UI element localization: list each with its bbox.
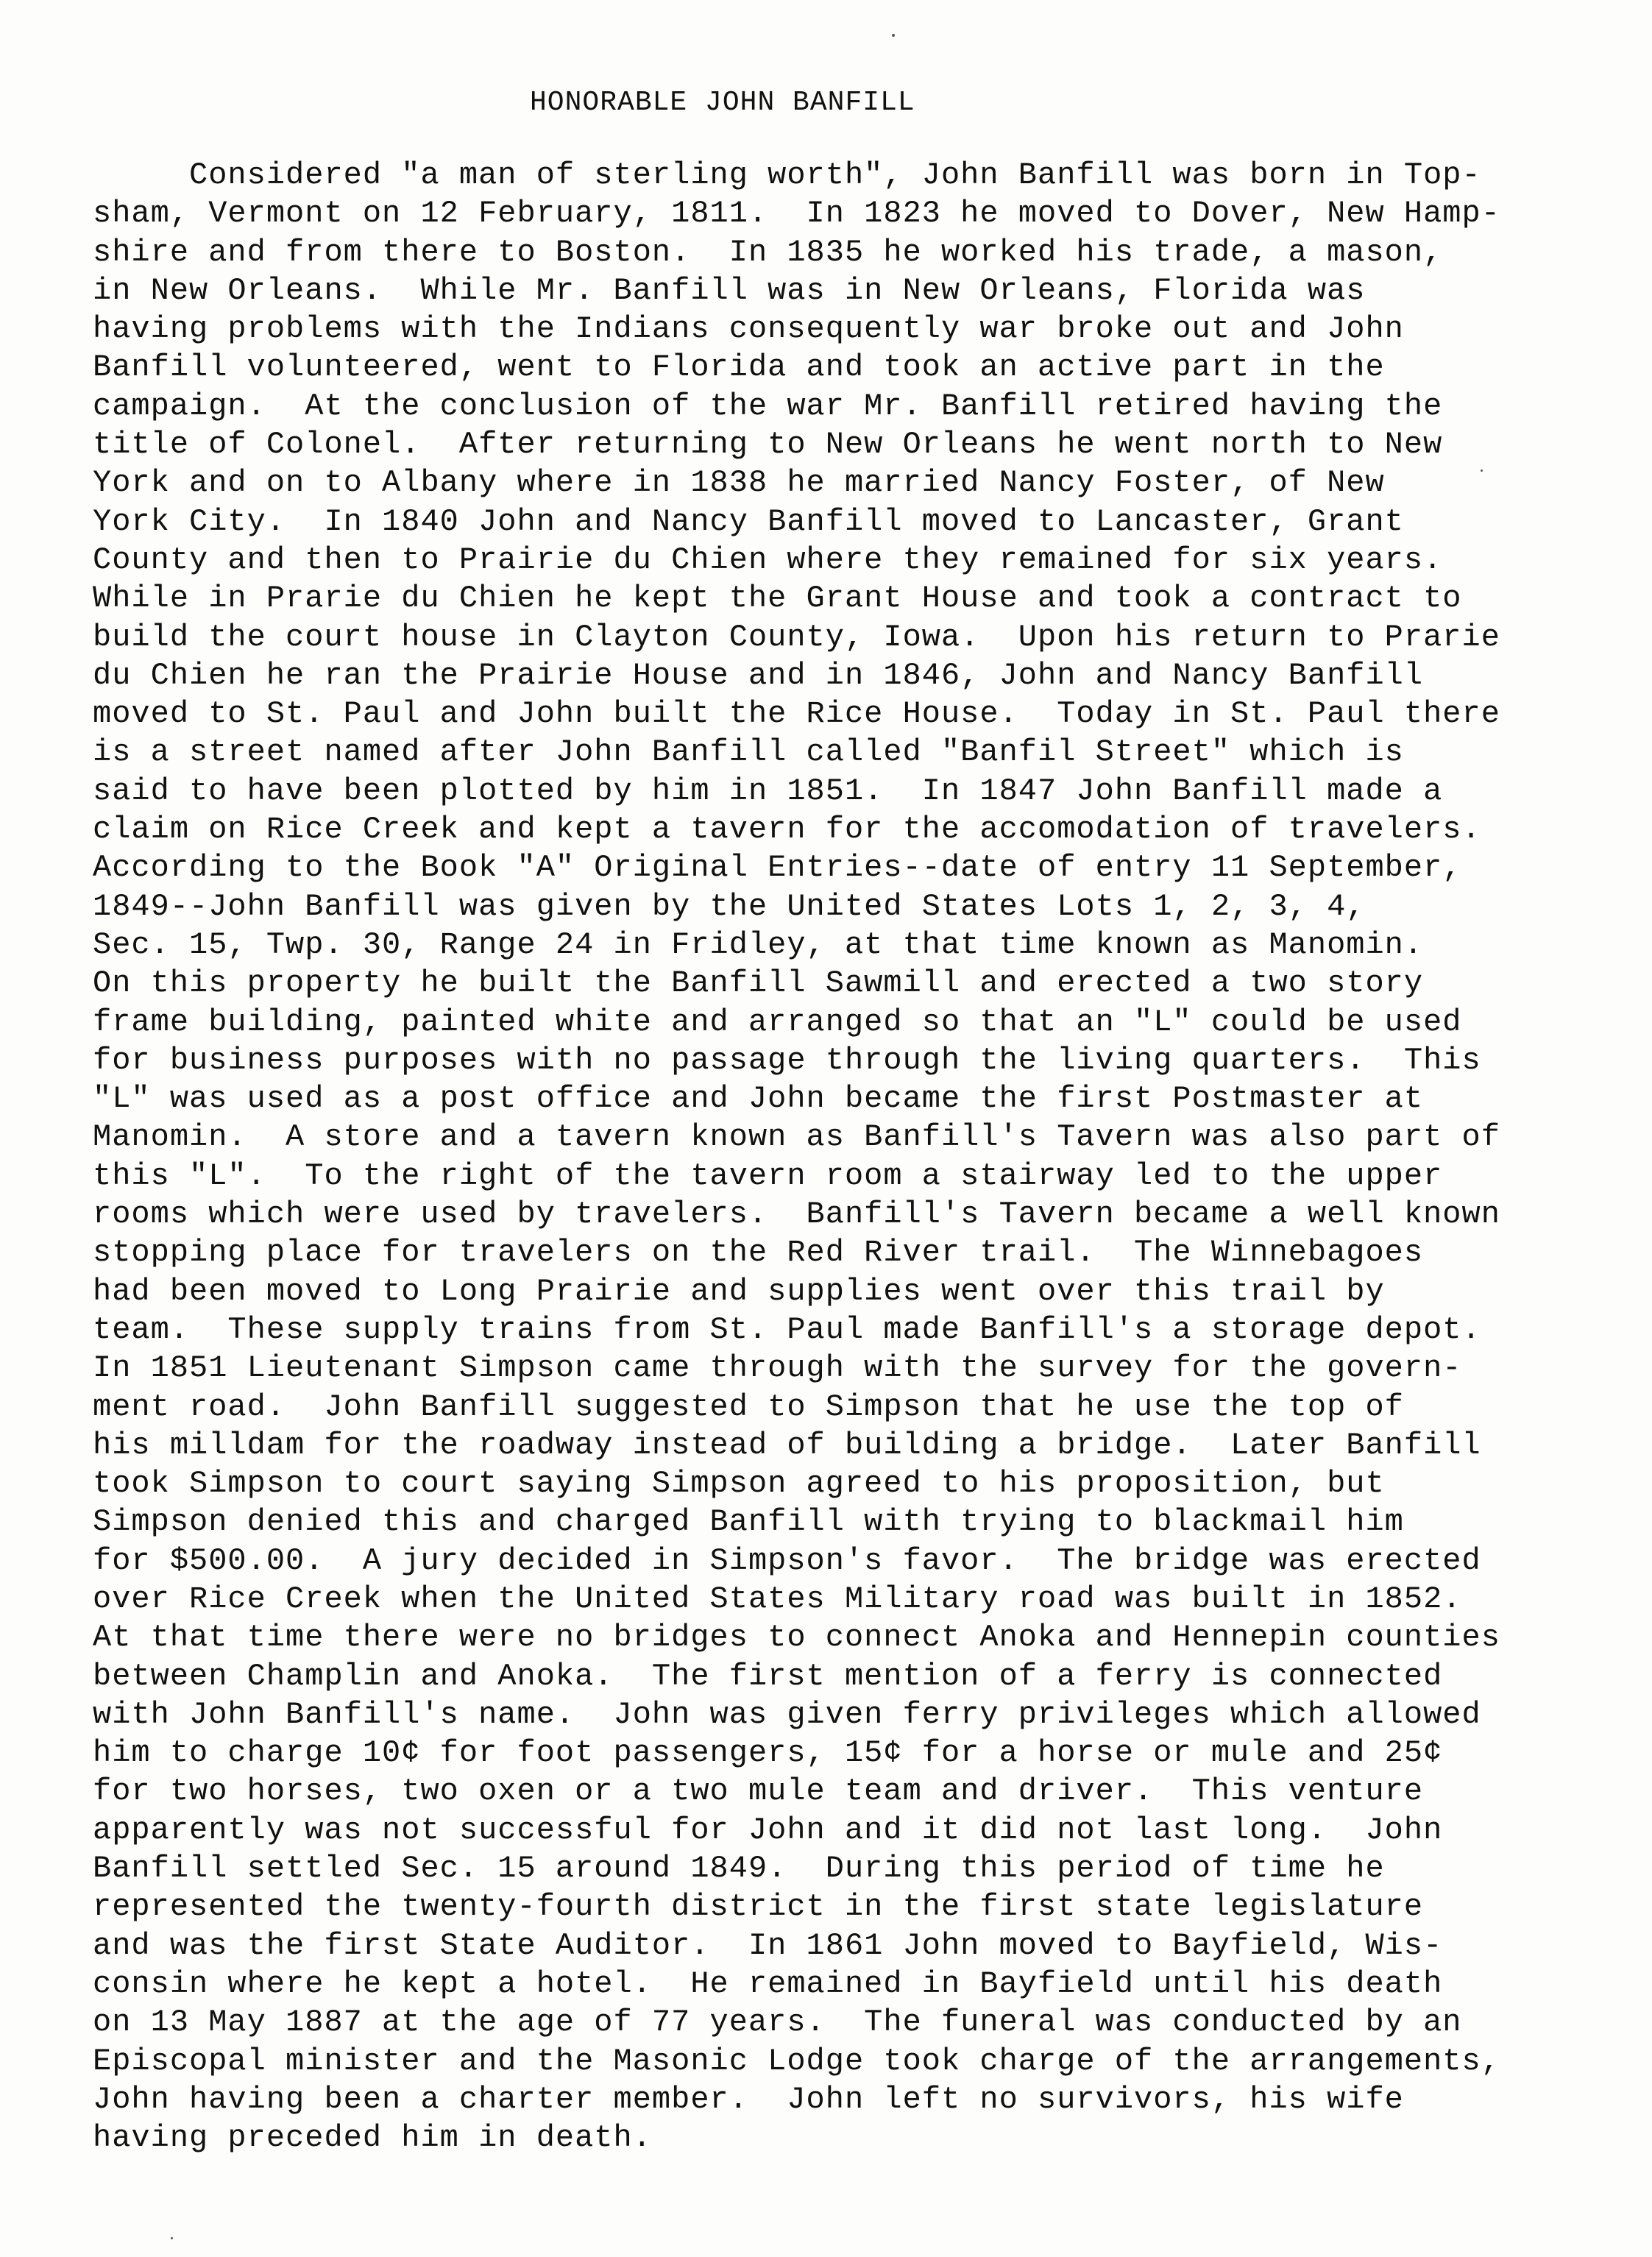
text-line: moved to St. Paul and John built the Rice House. Today in St. Paul there — [93, 696, 1500, 732]
text-line: Banfill volunteered, went to Florida and took an active part in the — [93, 350, 1385, 386]
text-line: stopping place for travelers on the Red River trail. The Winnebagoes — [93, 1235, 1424, 1271]
text-line: on 13 May 1887 at the age of 77 years. The funeral was conducted by an — [93, 2005, 1462, 2041]
text-line: While in Prarie du Chien he kept the Grant House and took a contract to — [93, 581, 1462, 617]
text-line: According to the Book "A" Original Entries--date of entry 11 September, — [93, 850, 1462, 886]
text-line: shire and from there to Boston. In 1835 he worked his trade, a mason, — [93, 234, 1443, 270]
text-line: team. These supply trains from St. Paul made Banfill's a storage depot. — [93, 1311, 1481, 1347]
text-line: Banfill settled Sec. 15 around 1849. During this period of time he — [93, 1851, 1385, 1887]
paper-speck — [171, 2237, 173, 2239]
body-text — [93, 156, 1500, 2157]
text-line: Considered "a man of sterling worth", John Banfill was born in Top- — [93, 157, 1481, 193]
text-line: Episcopal minister and the Masonic Lodge took charge of the arrangements, — [93, 2043, 1500, 2079]
page-title: HONORABLE JOHN BANFILL — [530, 87, 915, 118]
text-line: having problems with the Indians consequently war broke out and John — [93, 311, 1404, 347]
text-line: him to charge 10¢ for foot passengers, 15¢ for a horse or mule and 25¢ — [93, 1735, 1443, 1771]
text-line: Sec. 15, Twp. 30, Range 24 in Fridley, at that time known as Manomin. — [93, 926, 1424, 963]
text-line: County and then to Prairie du Chien where they remained for six years. — [93, 542, 1443, 578]
text-line: York City. In 1840 John and Nancy Banfill moved to Lancaster, Grant — [93, 503, 1404, 539]
text-line: frame building, painted white and arranged so that an "L" could be used — [93, 1004, 1462, 1040]
text-line: campaign. At the conclusion of the war Mr. Banfill retired having the — [93, 388, 1443, 424]
text-line: York and on to Albany where in 1838 he married Nancy Foster, of New — [93, 465, 1385, 501]
text-line: took Simpson to court saying Simpson agreed to his proposition, but — [93, 1466, 1385, 1502]
text-line: At that time there were no bridges to connect Anoka and Hennepin counties — [93, 1620, 1500, 1656]
text-line: between Champlin and Anoka. The first mention of a ferry is connected — [93, 1658, 1443, 1694]
text-line: rooms which were used by travelers. Banfill's Tavern became a well known — [93, 1197, 1500, 1233]
text-line: had been moved to Long Prairie and supplies went over this trail by — [93, 1273, 1385, 1309]
text-line: claim on Rice Creek and kept a tavern for the accomodation of travelers. — [93, 812, 1481, 848]
text-line: du Chien he ran the Prairie House and in 1846, John and Nancy Banfill — [93, 657, 1424, 693]
text-line: said to have been plotted by him in 1851. In 1847 John Banfill made a — [93, 773, 1443, 809]
text-line: On this property he built the Banfill Sawmill and erected a two story — [93, 965, 1424, 1002]
text-line: apparently was not successful for John and it did not last long. John — [93, 1812, 1443, 1848]
text-line: over Rice Creek when the United States Military road was built in 1852. — [93, 1581, 1462, 1617]
text-line: his milldam for the roadway instead of building a bridge. Later Banfill — [93, 1427, 1481, 1463]
text-line: having preceded him in death. — [93, 2120, 652, 2156]
text-line: Manomin. A store and a tavern known as Banfill's Tavern was also part of — [93, 1119, 1500, 1155]
text-line: Simpson denied this and charged Banfill with trying to blackmail him — [93, 1504, 1404, 1540]
text-line: John having been a charter member. John left no survivors, his wife — [93, 2081, 1404, 2117]
text-line: for business purposes with no passage through the living quarters. This — [93, 1042, 1481, 1078]
text-line: for two horses, two oxen or a two mule team and driver. This venture — [93, 1774, 1424, 1810]
paper-speck — [1481, 470, 1483, 472]
text-line: represented the twenty-fourth district in the first state legislature — [93, 1889, 1424, 1925]
text-line: sham, Vermont on 12 February, 1811. In 1823 he moved to Dover, New Hamp- — [93, 196, 1500, 232]
text-line: in New Orleans. While Mr. Banfill was in New Orleans, Florida was — [93, 272, 1366, 308]
text-line: this "L". To the right of the tavern room a stairway led to the upper — [93, 1158, 1443, 1194]
text-line: is a street named after John Banfill called "Banfil Street" which is — [93, 734, 1404, 770]
paper-speck — [892, 34, 895, 37]
text-line: title of Colonel. After returning to New Orleans he went north to New — [93, 427, 1443, 463]
text-line: ment road. John Banfill suggested to Simpson that he use the top of — [93, 1389, 1404, 1425]
text-line: In 1851 Lieutenant Simpson came through with the survey for the govern- — [93, 1350, 1462, 1386]
text-line: for $500.00. A jury decided in Simpson's favor. The bridge was erected — [93, 1542, 1481, 1579]
text-line: and was the first State Auditor. In 1861 John moved to Bayfield, Wis- — [93, 1927, 1443, 1963]
text-line: consin where he kept a hotel. He remained in Bayfield until his death — [93, 1966, 1443, 2002]
text-line: "L" was used as a post office and John became the first Postmaster at — [93, 1081, 1424, 1117]
text-line: with John Banfill's name. John was given ferry privileges which allowed — [93, 1696, 1481, 1732]
text-line: build the court house in Clayton County, Iowa. Upon his return to Prarie — [93, 619, 1500, 655]
text-line: 1849--John Banfill was given by the United States Lots 1, 2, 3, 4, — [93, 888, 1366, 924]
